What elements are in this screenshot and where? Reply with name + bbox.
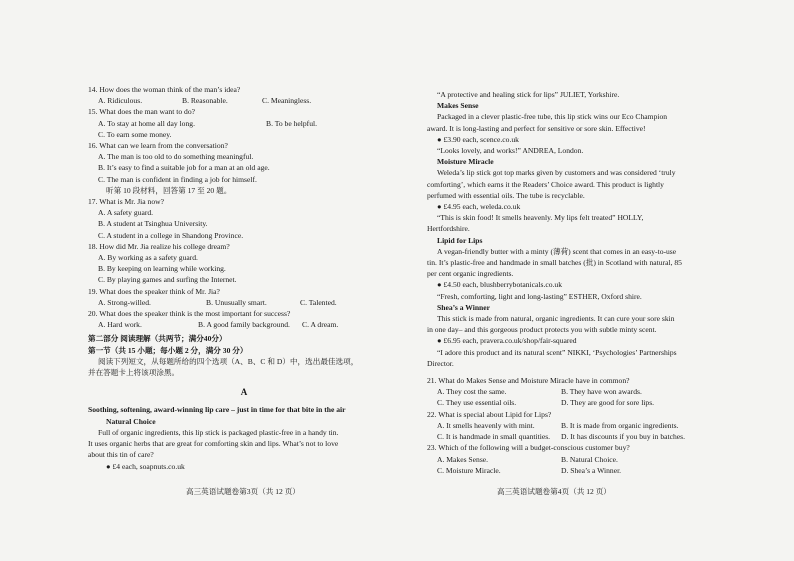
option-d: D. They are good for sore lips. xyxy=(561,398,655,408)
option-b: B. To be helpful. xyxy=(266,118,318,128)
passage-label: A xyxy=(240,387,248,398)
option-c: C. A dream. xyxy=(302,320,339,330)
option-c: C. Talented. xyxy=(300,297,337,307)
option-b: B. A good family background. xyxy=(198,320,290,330)
part-title: 第二部分 阅读理解（共两节；满分40分） xyxy=(88,334,227,344)
question-14: 14. How does the woman think of the man’s idea? xyxy=(88,85,241,94)
options-19 xyxy=(88,297,400,308)
options-15 xyxy=(88,118,400,129)
option-c: C. By playing games and surfing the Internet. xyxy=(98,275,237,285)
question-19: 19. What does the speaker think of Mr. Jia? xyxy=(88,286,220,296)
product-title-sheas-a-winner: Shea’s a Winner xyxy=(437,302,491,312)
paragraph-line: comforting’, which earns it the Readers’ Choice award. This product is lightly xyxy=(427,179,664,189)
options-21-ab xyxy=(427,386,699,397)
product-title-moisture-miracle: Moisture Miracle xyxy=(437,157,494,167)
option-a: A. A safety guard. xyxy=(98,208,154,218)
option-b: B. It’s easy to find a suitable job for a man at an old age. xyxy=(98,163,270,173)
option-c: C. Meaningless. xyxy=(262,96,312,106)
option-b: B. Reasonable. xyxy=(182,96,228,106)
options-22-ab xyxy=(427,420,699,431)
paragraph-line: A vegan-friendly butter with a minty (薄荷) scent that comes in an easy-to-use xyxy=(437,246,677,256)
option-a: A. Hard work. xyxy=(98,320,142,330)
paragraph-line: about this tin of care? xyxy=(88,450,154,460)
review-quote: “A protective and healing stick for lips” JULIET, Yorkshire. xyxy=(437,90,620,99)
passage-heading: Soothing, softening, award-winning lip care – just in time for that bite in the air xyxy=(88,405,346,415)
paragraph-line: This stick is made from natural, organic ingredients. It can cure your sore skin xyxy=(437,314,675,324)
option-d: D. Shea’s a Winner. xyxy=(561,465,622,475)
option-a: A. Ridiculous. xyxy=(98,96,143,106)
price-line: ● £4 each, soapnuts.co.uk xyxy=(106,461,185,471)
paragraph-line: perfumed with essential oils. The tube is recyclable. xyxy=(427,190,585,200)
listening-note: 听第 10 段材料，回答第 17 至 20 题。 xyxy=(106,185,232,195)
option-b: B. It is made from organic ingredients. xyxy=(561,420,679,430)
question-21: 21. What do Makes Sense and Moisture Miracle have in common? xyxy=(427,376,630,386)
options-23-cd xyxy=(427,465,699,476)
paragraph-line: per cent organic ingredients. xyxy=(427,269,514,279)
option-b: B. A student at Tsinghua University. xyxy=(98,219,208,229)
review-quote: “I adore this product and its natural scent” NIKKI, ‘Psychologies’ Partnerships xyxy=(437,347,677,357)
question-17: 17. What is Mr. Jia now? xyxy=(88,197,165,207)
question-22: 22. What is special about Lipid for Lips? xyxy=(427,409,552,419)
page-footer-right: 高三英语试题卷第4页（共 12 页） xyxy=(497,487,611,496)
option-c: C. To earn some money. xyxy=(98,129,172,139)
option-d: D. It has discounts if you buy in batches. xyxy=(561,432,686,442)
options-22-cd xyxy=(427,431,699,442)
paragraph-line: Weleda’s lip stick got top marks given by customers and was considered ‘truly xyxy=(437,168,676,178)
price-line: ● £6.95 each, pravera.co.uk/shop/fair-squared xyxy=(437,336,577,346)
left-page xyxy=(88,0,400,472)
options-14 xyxy=(88,95,400,106)
option-c: C. Moisture Miracle. xyxy=(437,465,501,475)
paragraph-line: tin. It’s plastic-free and handmade in small batches (批) in Scotland with natural, 85 xyxy=(427,258,682,268)
instructions-line1: 阅读下列短文，从每题所给的四个选项（A、B、C 和 D）中，选出最佳选项， xyxy=(98,356,359,366)
product-title-natural-choice: Natural Choice xyxy=(106,416,156,426)
option-c: C. They use essential oils. xyxy=(437,398,517,408)
question-15: 15. What does the man want to do? xyxy=(88,107,195,117)
paragraph-line: award. It is long-lasting and perfect for sensitive or sore skin. Effective! xyxy=(427,123,646,133)
review-quote: “This is skin food! It smells heavenly. My lips felt treated” HOLLY, xyxy=(437,213,644,223)
review-quote: Hertfordshire. xyxy=(427,224,470,234)
page-footer-left: 高三英语试题卷第3页（共 12 页） xyxy=(186,487,300,496)
question-16: 16. What can we learn from the conversation? xyxy=(88,141,228,151)
price-line: ● £4.95 each, weleda.co.uk xyxy=(437,202,521,212)
price-line: ● £4.50 each, blushberrybotanicals.co.uk xyxy=(437,280,562,290)
options-23-ab xyxy=(427,454,699,465)
option-a: A. They cost the same. xyxy=(437,387,507,397)
options-21-cd xyxy=(427,397,699,408)
review-quote: “Looks lovely, and works!” ANDREA, London. xyxy=(437,146,584,156)
right-page xyxy=(427,0,699,476)
paragraph-line: Full of organic ingredients, this lip stick is packaged plastic-free in a handy tin. xyxy=(98,427,339,437)
option-b: B. They have won awards. xyxy=(561,387,642,397)
review-quote: “Fresh, comforting, light and long-lasting” ESTHER, Oxford shire. xyxy=(437,291,642,301)
option-b: B. By keeping on learning while working. xyxy=(98,264,226,274)
paragraph-line: in one day– and this gorgeous product protects you with subtle minty scent. xyxy=(427,325,657,335)
option-a: A. Strong-willed. xyxy=(98,297,151,307)
section-title: 第一节（共 15 小题；每小题 2 分，满分 30 分） xyxy=(88,345,248,355)
options-20 xyxy=(88,319,400,330)
option-c: C. A student in a college in Shandong Province. xyxy=(98,230,244,240)
option-b: B. Unusually smart. xyxy=(206,297,267,307)
option-b: B. Natural Choice. xyxy=(561,454,618,464)
option-a: A. It smells heavenly with mint. xyxy=(437,420,535,430)
question-23: 23. Which of the following will a budget-conscious customer buy? xyxy=(427,443,630,453)
question-18: 18. How did Mr. Jia realize his college dream? xyxy=(88,241,230,251)
option-a: A. Makes Sense. xyxy=(437,454,489,464)
question-20: 20. What does the speaker think is the most important for success? xyxy=(88,309,291,319)
product-title-makes-sense: Makes Sense xyxy=(437,101,479,111)
option-a: A. By working as a safety guard. xyxy=(98,253,198,263)
paragraph-line: It uses organic herbs that are great for comforting skin and lips. What’s not to love xyxy=(88,439,339,449)
review-quote: Director. xyxy=(427,358,454,368)
option-c: C. The man is confident in finding a job for himself. xyxy=(98,174,257,184)
option-c: C. It is handmade in small quantities. xyxy=(437,432,551,442)
paragraph-line: Packaged in a clever plastic-free tube, this lip stick wins our Eco Champion xyxy=(437,112,668,122)
option-a: A. To stay at home all day long. xyxy=(98,118,195,128)
price-line: ● £3.90 each, scence.co.uk xyxy=(437,134,519,144)
product-title-lipid-for-lips: Lipid for Lips xyxy=(437,235,483,245)
instructions-line2: 并在答题卡上将该项涂黑。 xyxy=(88,368,180,378)
option-a: A. The man is too old to do something meaningful. xyxy=(98,152,254,162)
